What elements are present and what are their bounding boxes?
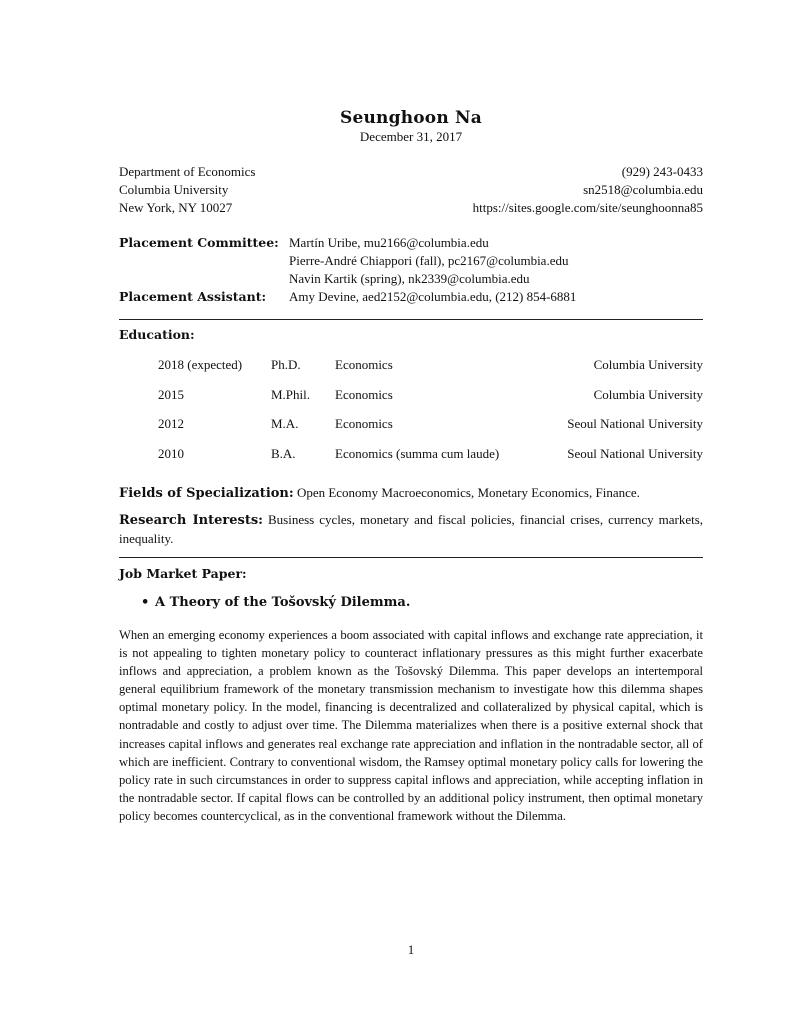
education-degree: B.A. [271, 445, 296, 461]
education-institution: Seoul National University [567, 445, 703, 461]
fields-text: Open Economy Macroeconomics, Monetary Economics, Finance. [296, 485, 640, 500]
contact-website[interactable]: https://sites.google.com/site/seunghoonna85 [472, 200, 703, 215]
education-row [158, 357, 703, 387]
education-field: Economics [335, 357, 393, 372]
placement-assistant-label: Placement Assistant: [119, 289, 267, 304]
education-year: 2012 [158, 416, 184, 431]
job-market-paper-title: Job Market Paper: [119, 566, 247, 581]
committee-member: Pierre-André Chiappori (fall), pc2167@columbia.edu [289, 253, 569, 268]
section-divider [119, 557, 703, 558]
interests-text: Business cycles, monetary and fiscal policies, financial crises, currency markets, inequality. [119, 512, 704, 546]
placement-committee-row [119, 252, 703, 270]
education-field: Economics [335, 386, 393, 402]
cv-date: December 31, 2017 [359, 129, 463, 144]
page-number: 1 [407, 942, 415, 957]
education-field: Economics [335, 416, 393, 431]
paper-abstract: When an emerging economy experiences a boom associated with capital inflows and exchange rate appreciation, it is not appealing to tighten monetary policy to counteract inflationary pressures as this might further exacerbate inflows and appreciation, a problem known as the Tošovský Dilemma. This paper develops an intertemporal general equilibrium framework of the monetary transmission mechanism to investigate how this dilemma shapes optimal monetary policy. In the model, financing is decentralized and collateralized by physical capital, which is nontradable and costly to adjust over time. The Dilemma materializes when there is a positive external shock that increases capital inflows and generates real exchange rate appreciation and inflation in the nontradable sector, all of which are inefficient. Contrary to conventional wisdom, the Ramsey optimal monetary policy calls for lowering the policy rate in such circumstances in order to suppress capital inflows and appreciation, while accepting inflation in the nontradable sector. If capital flows can be controlled by an additional policy instrument, then optimal monetary policy becomes countercyclical, as in the conventional framework without the Dilemma. [119, 628, 703, 823]
contact-email[interactable]: sn2518@columbia.edu [583, 182, 703, 197]
education-institution: Columbia University [593, 386, 703, 402]
placement-assistant-row [119, 288, 703, 306]
interests-label: Research Interests: [119, 513, 263, 528]
education-institution: Seoul National University [567, 416, 703, 431]
education-row [158, 416, 703, 446]
bullet-icon: • [141, 595, 150, 610]
committee-member: Navin Kartik (spring), nk2339@columbia.edu [289, 271, 530, 286]
cv-name: Seunghoon Na [340, 108, 482, 128]
education-year: 2018 (expected) [158, 357, 243, 372]
education-row [158, 387, 703, 417]
placement-assistant: Amy Devine, aed2152@columbia.edu, (212) 854-6881 [289, 289, 577, 304]
education-degree: M.Phil. [271, 386, 311, 402]
address-department: Department of Economics [119, 164, 256, 179]
education-degree: M.A. [271, 416, 299, 431]
placement-block [119, 234, 703, 306]
education-year: 2010 [158, 445, 184, 461]
job-market-paper-item: • A Theory of the Tošovský Dilemma. [141, 595, 411, 610]
education-field: Economics (summa cum laude) [335, 445, 500, 461]
fields-label: Fields of Specialization: [119, 486, 294, 501]
paper-title: A Theory of the Tošovský Dilemma [155, 595, 406, 610]
address-city: New York, NY 10027 [119, 200, 233, 215]
section-divider [119, 319, 703, 320]
placement-committee-label: Placement Committee: [119, 235, 279, 250]
committee-member: Martín Uribe, mu2166@columbia.edu [289, 235, 489, 250]
education-year: 2015 [158, 386, 184, 402]
research-interests [119, 511, 703, 548]
education-institution: Columbia University [593, 357, 703, 372]
education-table [158, 357, 703, 475]
fields-of-specialization [119, 485, 703, 501]
address-university: Columbia University [119, 182, 229, 197]
placement-committee-row [119, 234, 703, 252]
education-row [158, 446, 703, 476]
contact-phone: (929) 243-0433 [621, 164, 703, 179]
contact-block [473, 163, 703, 217]
education-title: Education: [119, 327, 195, 342]
education-degree: Ph.D. [271, 357, 301, 372]
address-block [119, 163, 255, 217]
placement-committee-row [119, 270, 703, 288]
